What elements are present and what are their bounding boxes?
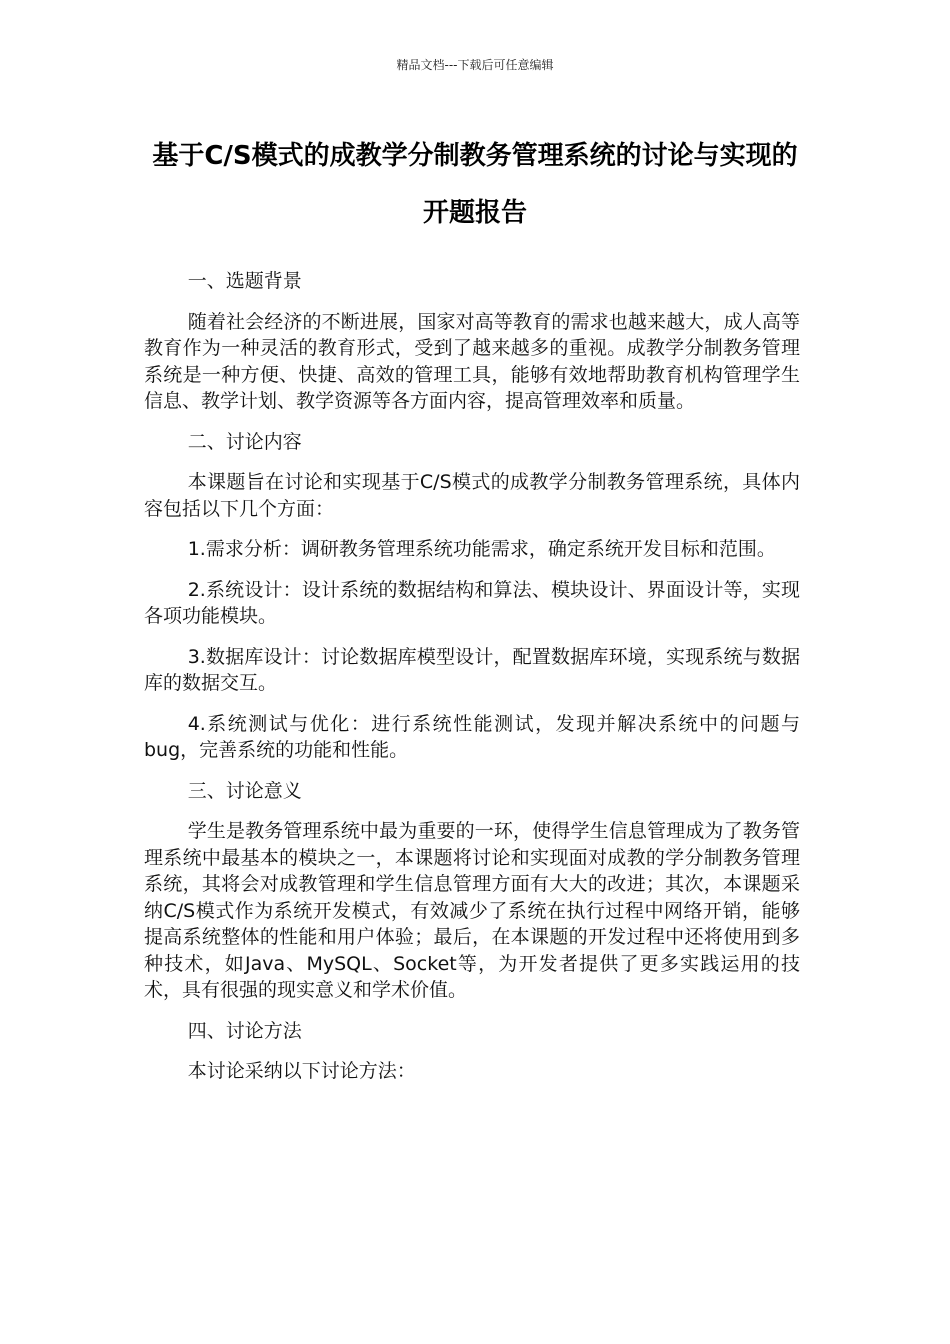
document-body	[144, 268, 800, 1099]
document-title: 基于C/S模式的成教学分制教务管理系统的讨论与实现的开题报告	[152, 141, 798, 228]
content-item-system-design: 2.系统设计：设计系统的数据结构和算法、模块设计、界面设计等，实现各项功能模块。	[144, 578, 800, 627]
section-heading-background: 一、选题背景	[187, 270, 302, 292]
content-item-testing: 4.系统测试与优化：进行系统性能测试，发现并解决系统中的问题与bug，完善系统的功能和性能。	[144, 712, 800, 761]
background-paragraph: 随着社会经济的不断进展，国家对高等教育的需求也越来越大，成人高等教育作为一种灵活的教育形式，受到了越来越多的重视。成教学分制教务管理系统是一种方便、快捷、高效的管理工具，能够有效地帮助教育机构管理学生信息、教学计划、教学资源等各方面内容，提高管理效率和质量。	[144, 310, 800, 412]
section-heading-significance: 三、讨论意义	[187, 779, 302, 802]
section-heading-content: 二、讨论内容	[187, 430, 302, 453]
content-intro-paragraph: 本课题旨在讨论和实现基于C/S模式的成教学分制教务管理系统，具体内容包括以下几个方面：	[144, 471, 800, 520]
section-heading-methods: 四、讨论方法	[187, 1019, 302, 1042]
significance-paragraph: 学生是教务管理系统中最为重要的一环，使得学生信息管理成为了教务管理系统中最基本的模块之一，本课题将讨论和实现面对成教的学分制教务管理系统，其将会对成教管理和学生信息管理方面有大大的改进；其次，本课题采纳C/S模式作为系统开发模式，有效减少了系统在执行过程中网络开销，能够提高系统整体的性能和用户体验；最后，在本课题的开发过程中还将使用到多种技术，如Java、MySQL、Socket等，为开发者提供了更多实践运用的技术，具有很强的现实意义和学术价值。	[144, 820, 800, 1001]
header-note: 精品文档---下载后可任意编辑	[396, 58, 554, 72]
content-item-database-design: 3.数据库设计：讨论数据库模型设计，配置数据库环境，实现系统与数据库的数据交互。	[144, 645, 800, 694]
methods-intro-paragraph: 本讨论采纳以下讨论方法：	[187, 1060, 416, 1082]
content-item-requirements: 1.需求分析：调研教务管理系统功能需求，确定系统开发目标和范围。	[187, 538, 776, 560]
